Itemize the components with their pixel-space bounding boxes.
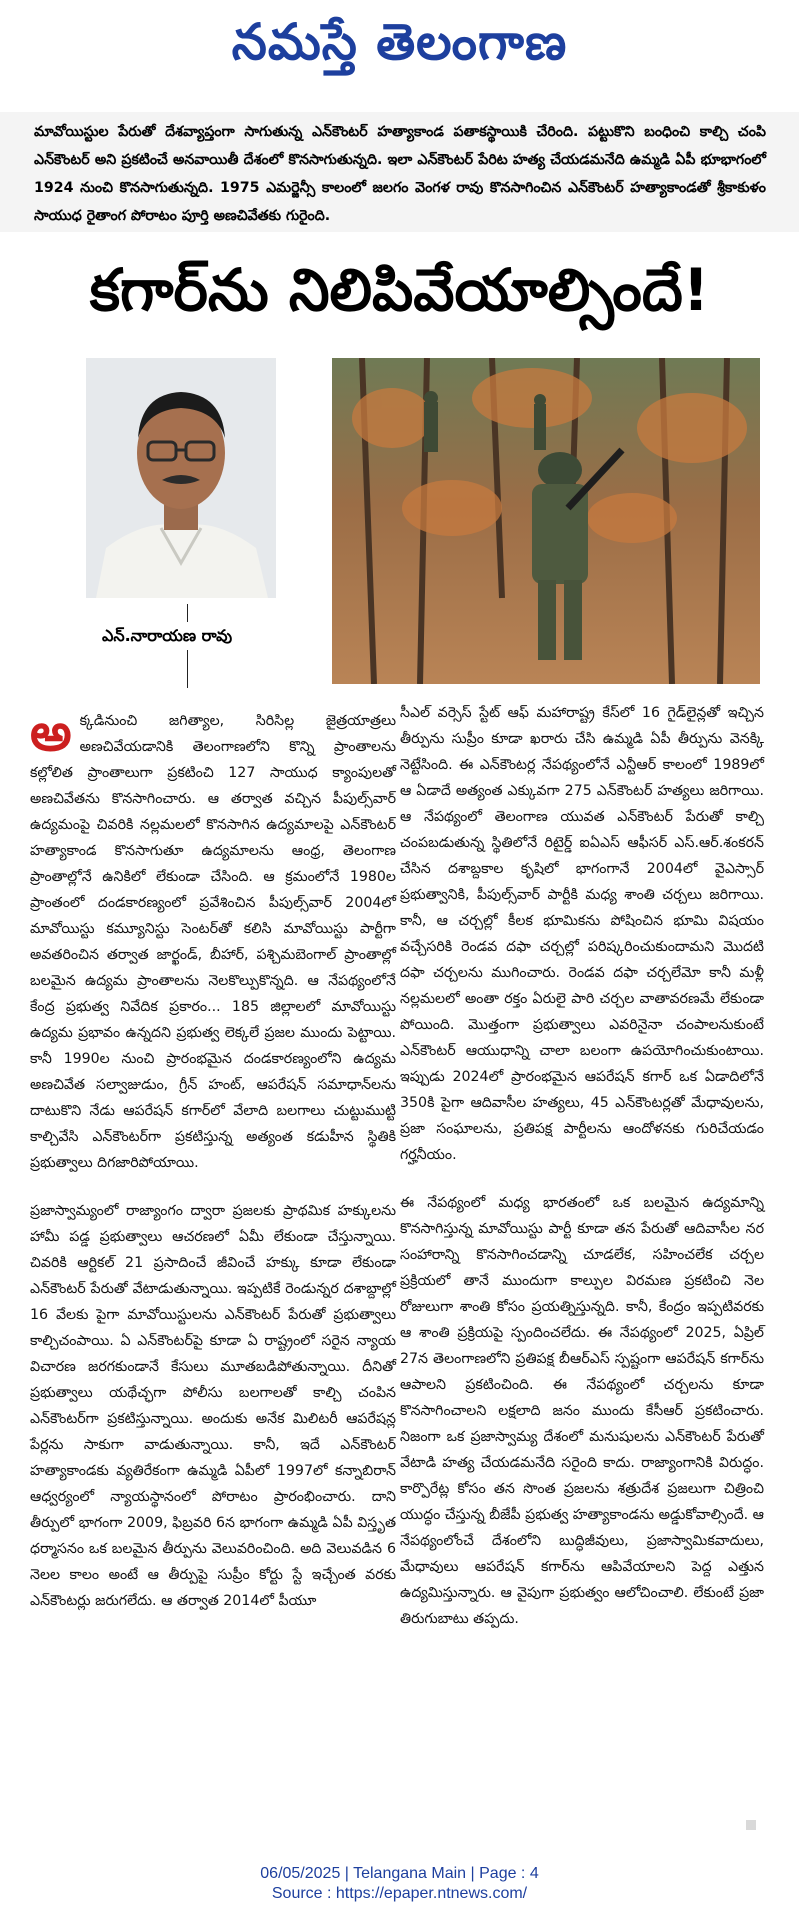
forest-soldiers-photo <box>332 358 760 684</box>
body-paragraph-text: క్కడినుంచి జగిత్యాల, సిరిసిల్ల జైత్రయాత్రలు అణచివేయడానికి తెలంగాణలోని కొన్ని ప్రాంతాలను కల్లోలిత ప్రాంతాలుగా ప్రకటించి 127 సాయుధ క్యాంపులతో అణచివేతను కొనసాగించారు. ఆ తర్వాత వచ్చిన పీపుల్స్‌వార్ ఉద్యమంపై చివరికి నల్లమలలో కొనసాగిన ఉద్యమాలపై ఎన్‌కౌంటర్ హత్యాకాండ కొనసాగుతూ ఉద్యమాలను ఆంధ్ర, తెలంగాణ ప్రాంతాల్లోనే ఉనికిలో లేకుండా చేసింది. ఆ క్రమంలోనే 1980ల ప్రాంతంలో దండకారణ్యంలో ప్రవేశించిన పీపుల్స్‌వార్ 2004లో మావోయిస్టు కమ్యూనిస్టు సెంటర్‌తో కలిసి మావోయిస్టు పార్టీగా అవతరించిన తర్వాత జార్ఖండ్, బీహార్, పశ్చిమబెంగాల్ ప్రాంతాల్లో బలమైన ఉద్యమ ప్రాంతాలను నెలకొల్పుకొన్నది. ఆ నేపథ్యంలోనే కేంద్ర ప్రభుత్వ నివేదిక ప్రకారం... 185 జిల్లాలలో మావోయిస్టు ఉద్యమ ప్రభావం ఉన్నదని ప్రభుత్వ లెక్కలే ప్రజల ముందు పెట్టాయి. కానీ 1990ల నుంచి ప్రారంభమైన దండకారణ్యంలోని ఉద్యమ అణచివేత సల్వాజుడుం, గ్రీన్ హంట్, ఆపరేషన్ సమాధాన్‌లను దాటుకొని నేడు ఆపరేషన్ కగార్‌లో వేలాది బలగాలు చుట్టుముట్టి కాల్చివేసి ఎన్‌కౌంటర్‌గా ప్రకటిస్తున్న అత్యంత కడుహీన స్థితికి ప్రభుత్వాలు దిగజారిపోయాయి. <box>30 713 396 1171</box>
author-photo <box>86 358 276 598</box>
body-paragraph: ప్రజాస్వామ్యంలో రాజ్యాంగం ద్వారా ప్రజలకు ప్రాథమిక హక్కులను హామీ పడ్డ ప్రభుత్వాలు ఆచరణలో ఏమీ లేకుండా చేస్తున్నాయి. చివరికి ఆర్టికల్ 21 ప్రసాదించే జీవించే హక్కు కూడా లేకుండా ఎన్‌కౌంటర్ పేరుతో వేటాడుతున్నాయి. ఇప్పటికే రెండున్నర దశాబ్దాల్లో 16 వేలకు పైగా మావోయిస్టులను ఎన్‌కౌంటర్ పేరుతో ప్రభుత్వాలు కాల్చిచంపాయి. ఏ ఎన్‌కౌంటర్‌పై కూడా ఏ రాష్ట్రంలో సరైన న్యాయ విచారణ జరగకుండానే కేసులు మూతబడిపోతున్నాయి. దీనితో ప్రభుత్వాలు యథేచ్ఛగా పోలీసు బలగాలతో కాల్చి చంపిన ఎన్‌కౌంటర్‌గా ప్రకటిస్తున్నాయి. అందుకు అనేక మిలిటరీ ఆపరేషన్ల పేర్లను సాకుగా వాడుతున్నాయి. కానీ, ఇదే ఎన్‌కౌంటర్ హత్యాకాండకు వ్యతిరేకంగా ఉమ్మడి ఏపీలో 1997లో కన్నాబిరాన్ ఆధ్వర్యంలో న్యాయస్థానంలో పోరాటం ప్రారంభించారు. దాని తీర్పులో భాగంగా 2009, ఫిబ్రవరి 6న భాగంగా ఉమ్మడి ఏపీ విస్తృత ధర్మాసనం ఒక బలమైన తీర్పును వెలువరించింది. అది వెలువడిన 6 నెలల కాలం అంటే ఆ తీర్పుపై సుప్రీం కోర్టు స్టే ఇచ్చేంత వరకు ఎన్‌కౌంటర్లు జరుగలేదు. ఆ తర్వాత 2014లో పీయూ <box>30 1203 396 1609</box>
article-lead: మావోయిస్టుల పేరుతో దేశవ్యాప్తంగా సాగుతున్న ఎన్‌కౌంటర్ హత్యాకాండ పతాకస్థాయికి చేరింది. పట్టుకొని బంధించి కాల్చి చంపి ఎన్‌కౌంటర్ అని ప్రకటించే అనవాయితీ దేశంలో కొనసాగుతున్నది. ఇలా ఎన్‌కౌంటర్ పేరిట హత్య చేయడమనేది ఉమ్మడి ఏపీ భూభాగంలో 1924 నుంచి కొనసాగుతున్నది. 1975 ఎమర్జెన్సీ కాలంలో జలగం వెంగళ రావు కొనసాగించిన ఎన్‌కౌంటర్ హత్యాకాండతో శ్రీకాకుళం సాయుధ రైతాంగ పోరాటం పూర్తి అణచివేతకు గురైంది. <box>34 124 766 224</box>
author-name: ఎన్.నారాయణ రావు <box>98 622 302 650</box>
footer-date-page: 06/05/2025 | Telangana Main | Page : 4 <box>260 1865 539 1882</box>
body-paragraph: సీఎల్ వర్సెస్ స్టేట్ ఆఫ్ మహారాష్ట్ర కేస్‌లో 16 గైడ్‌లైన్లతో ఇచ్చిన తీర్పును సుప్రీం కూడా ఖరారు చేసి ఉమ్మడి ఏపీ తీర్పును వెనక్కి నెట్టేసింది. ఈ ఎన్‌కౌంటర్ల నేపథ్యంలోనే ఎన్టీఆర్ కాలంలో 1989లో ఆ ఏడాదే అత్యంత ఎక్కువగా 275 ఎన్‌కౌంటర్ హత్యలు జరిగాయి. ఆ నేపథ్యంలో తెలంగాణ యువత ఎన్‌కౌంటర్ పేరుతో కాల్చి చంపబడుతున్న స్థితిలోనే రిటైర్డ్ ఐఏఎస్ ఆఫీసర్ ఎస్.ఆర్.శంకరన్ చేసిన దశాబ్దకాల కృషిలో భాగంగానే 2004లో వైఎస్సార్ ప్రభుత్వానికి, పీపుల్స్‌వార్ పార్టీకి మధ్య శాంతి చర్చలు జరిగాయి. కానీ, ఆ చర్చల్లో కీలక భూమికను పోషించిన భూమి విషయం వచ్చేసరికి రెండవ దఫా చర్చల్లో పరిష్కరించుకుందామని మొదటి దఫా చర్చలను ముగించారు. రెండవ దఫా చర్చలేమో కానీ మళ్లీ నల్లమలలో అంతా రక్తం ఏరులై పారి చర్చల వాతావరణమే లేకుండా పోయింది. మొత్తంగా ప్రభుత్వాలు ఎవరినైనా చంపాలనుకుంటే ఎన్‌కౌంటర్ ఆయుధాన్ని చాలా బలంగా ఉపయోగించుకుంటాయి. ఇప్పుడు 2024లో ప్రారంభమైన ఆపరేషన్ కగార్ ఒక ఏడాదిలోనే 350కి పైగా ఆదివాసీల హత్యలు, 45 ఎన్‌కౌంటర్లతో మేధావులను, ప్రజా సంఘాలను, ప్రతిపక్ష పార్టీలను ఆందోళనకు గురిచేయడం గర్హనీయం. <box>400 705 764 1163</box>
newspaper-masthead: నమస్తే తెలంగాణ <box>231 12 568 71</box>
drop-cap: అ <box>30 703 72 763</box>
page-footer <box>0 1864 799 1904</box>
article-end-mark <box>746 1820 756 1830</box>
footer-source-link[interactable]: Source : https://epaper.ntnews.com/ <box>271 1885 528 1902</box>
article-column-right <box>400 700 764 1654</box>
article-headline: కగార్‌ను నిలిపివేయాల్సిందే! <box>89 256 710 324</box>
body-paragraph: ఈ నేపథ్యంలో మధ్య భారతంలో ఒక బలమైన ఉద్యమాన్ని కొనసాగిస్తున్న మావోయిస్టు పార్టీ కూడా తన పేరుతో ఆదివాసీల నర సంహారాన్ని కొనసాగించడాన్ని చూడలేక, సహించలేక చర్చల ప్రక్రియలో తానే ముందుగా కాల్పుల విరమణ ప్రకటించి నెల రోజులుగా శాంతి కోసం ప్రయత్నిస్తున్నది. కానీ, కేంద్రం ఇప్పటివరకు ఆ శాంతి ప్రక్రియపై స్పందించలేదు. ఈ నేపథ్యంలో 2025, ఏప్రిల్ 27న తెలంగాణలోని ప్రతిపక్ష బీఆర్‌ఎస్ స్పష్టంగా ఆపరేషన్ కగార్‌ను ఆపాలని ప్రకటించింది. ఈ నేపథ్యంలో చర్చలను కూడా కొనసాగించాలని లక్షలాది జనం ముందు కేసీఆర్ ప్రకటించారు. నిజంగా ఒక ప్రజాస్వామ్య దేశంలో మనుషులను ఎన్‌కౌంటర్ పేరుతో వేటాడి హత్య చేయడమనేది సరైంది కాదు. రాజ్యాంగానికి విరుద్ధం. కార్పొరేట్ల కోసం తన సొంత ప్రజలను శత్రుదేశ ప్రజలుగా చిత్రించి యుద్ధం చేస్తున్న బీజేపీ ప్రభుత్వ హత్యాకాండను అడ్డుకోవాల్సిందే. ఆ నేపథ్యంలోంచే దేశంలోని బుద్ధిజీవులు, ప్రజాస్వామికవాదులు, మేధావులు ఆపరేషన్ కగార్‌ను ఆపివేయాలని పెద్ద ఎత్తున ఉద్యమిస్తున్నారు. ఆ వైపుగా ప్రభుత్వం ఆలోచించాలి. లేకుంటే ప్రజా తిరుగుబాటు తప్పదు. <box>400 1195 764 1627</box>
body-paragraph <box>30 703 396 1176</box>
article-column-left <box>30 703 396 1636</box>
